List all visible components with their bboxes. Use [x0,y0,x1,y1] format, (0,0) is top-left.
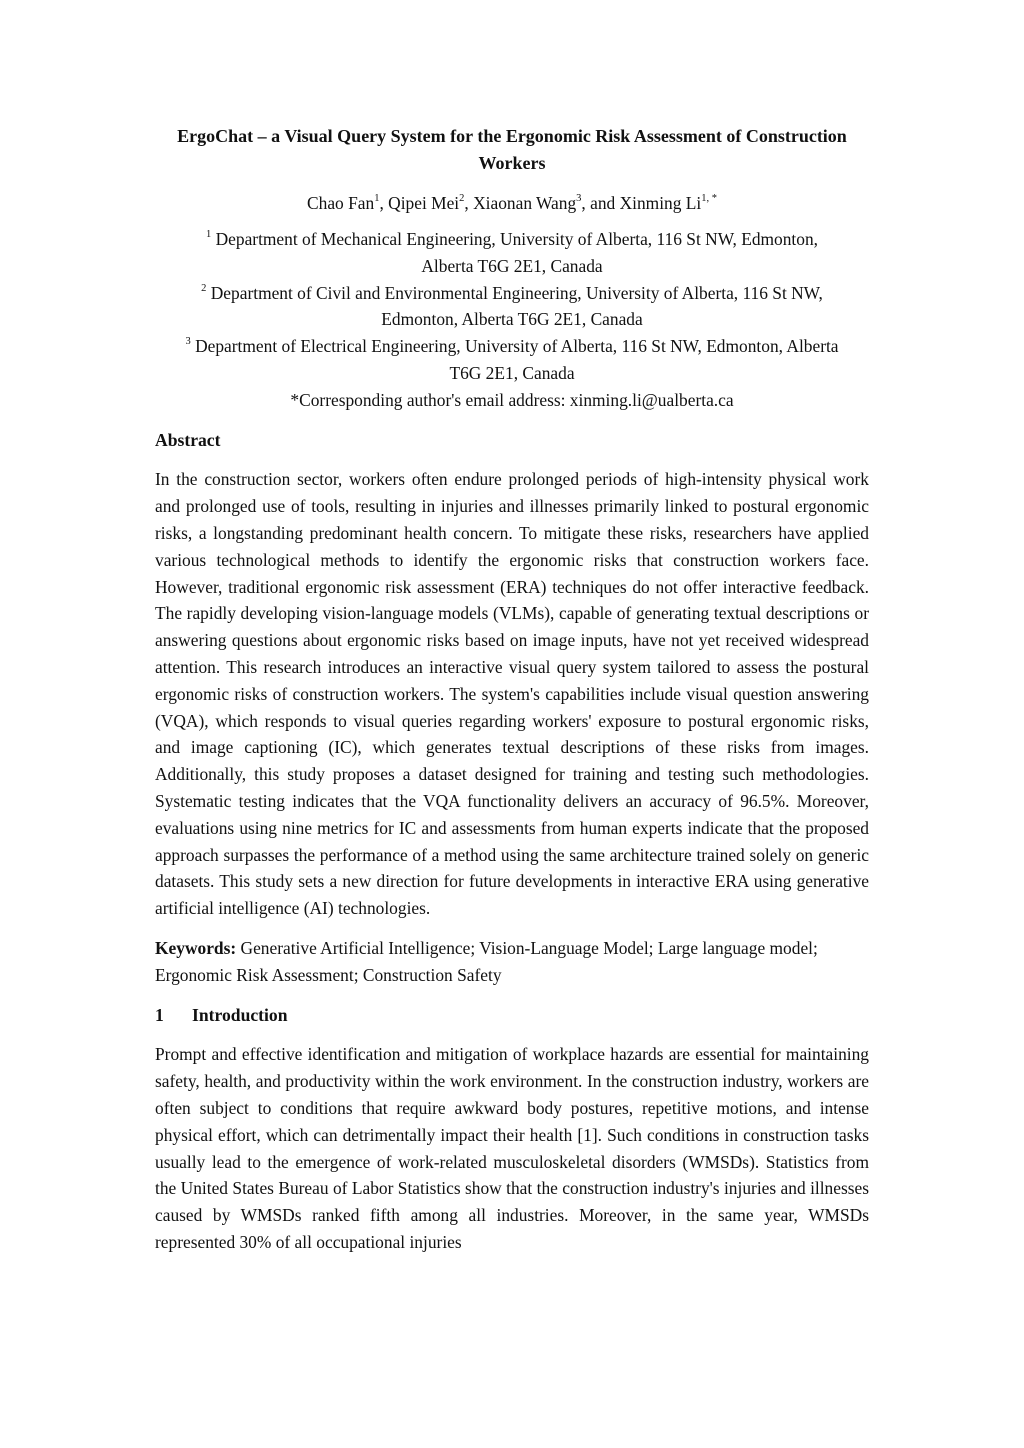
author-separator: , [464,193,474,213]
corresponding-author: *Corresponding author's email address: xinming.li@ualberta.ca [290,389,734,410]
author-name: Xinming Li [619,193,702,213]
affiliation-mark: 3 [185,336,191,348]
affiliation-line: Edmonton, Alberta T6G 2E1, Canada [381,309,643,330]
affiliation-line: Department of Electrical Engineering, University of Alberta, 116 St NW, Edmonton, Alberta [195,336,839,357]
page-content [155,123,869,1256]
author-affil-mark: 1 [374,193,380,205]
author-list [155,190,869,216]
author-affil-mark: 1, * [701,193,717,205]
author-name: Qipei Mei [388,193,460,213]
affiliation-block [155,226,869,414]
introduction-text: Prompt and effective identification and mitigation of workplace hazards are essential for maintaining safety, health, and productivity within the work environment. In the construction industry, workers are often subject to conditions that require awkward body postures, repetitive motions, and intense physical effort, which can detrimentally impact their health [1]. Such conditions in construction tasks usually lead to the emergence of work-related musculoskeletal disorders (WMSDs). Statistics from the United States Bureau of Labor Statistics show that the construction industry's injuries and illnesses caused by WMSDs ranked fifth among all industries. Moreover, in the same year, WMSDs represented 30% of all occupational injuries [155,1044,869,1252]
section-title: Introduction [192,1004,288,1025]
author-separator: , [379,193,389,213]
author-name: Xiaonan Wang [473,193,577,213]
affiliation-line: Department of Civil and Environmental Engineering, University of Alberta, 116 St NW, [210,282,823,303]
keywords-label: Keywords: [155,937,237,958]
section-number: 1 [155,1004,164,1025]
affiliation-3 [155,333,869,360]
author-separator: , and [581,193,620,213]
keywords [155,935,869,989]
author-affil-mark: 3 [576,193,582,205]
paper-title: ErgoChat – a Visual Query System for the Ergonomic Risk Assessment of Construction Workers [177,126,847,173]
author-affil-mark: 2 [459,193,465,205]
section-heading-introduction [155,1002,869,1029]
keywords-text: Generative Artificial Intelligence; Vision-Language Model; Large language model; Ergonomic Risk Assessment; Construction Safety [155,937,818,985]
abstract-heading: Abstract [155,429,221,450]
affiliation-line: Department of Mechanical Engineering, University of Alberta, 116 St NW, Edmonton, [215,229,819,249]
abstract-text: In the construction sector, workers often endure prolonged periods of high-intensity physical work and prolonged use of tools, resulting in injuries and illnesses primarily linked to postural ergonomic risks, a longstanding predominant health concern. To mitigate these risks, researchers have applied various technological methods to identify the ergonomic risks that construction workers face. However, traditional ergonomic risk assessment (ERA) techniques do not offer interactive feedback. The rapidly developing vision-language models (VLMs), capable of generating textual descriptions or answering questions about ergonomic risks based on image inputs, have not yet received widespread attention. This research introduces an interactive visual query system tailored to assess the postural ergonomic risks of construction workers. The system's capabilities include visual question answering (VQA), which responds to visual queries regarding workers' exposure to postural ergonomic risks, and image captioning (IC), which generates textual descriptions of these risks from images. Additionally, this study proposes a dataset designed for training and testing such methodologies. Systematic testing indicates that the VQA functionality delivers an accuracy of 96.5%. Moreover, evaluations using nine metrics for IC and assessments from human experts indicate that the proposed approach surpasses the performance of a method using the same architecture trained solely on generic datasets. This study sets a new direction for future developments in interactive ERA using generative artificial intelligence (AI) technologies. [155,469,869,919]
affiliation-mark: 1 [205,229,212,241]
affiliation-line: T6G 2E1, Canada [449,362,575,383]
affiliation-1 [155,226,869,253]
author-name: Chao Fan [307,193,375,213]
affiliation-mark: 2 [201,282,207,294]
affiliation-line: Alberta T6G 2E1, Canada [421,255,603,276]
affiliation-2 [155,280,869,307]
